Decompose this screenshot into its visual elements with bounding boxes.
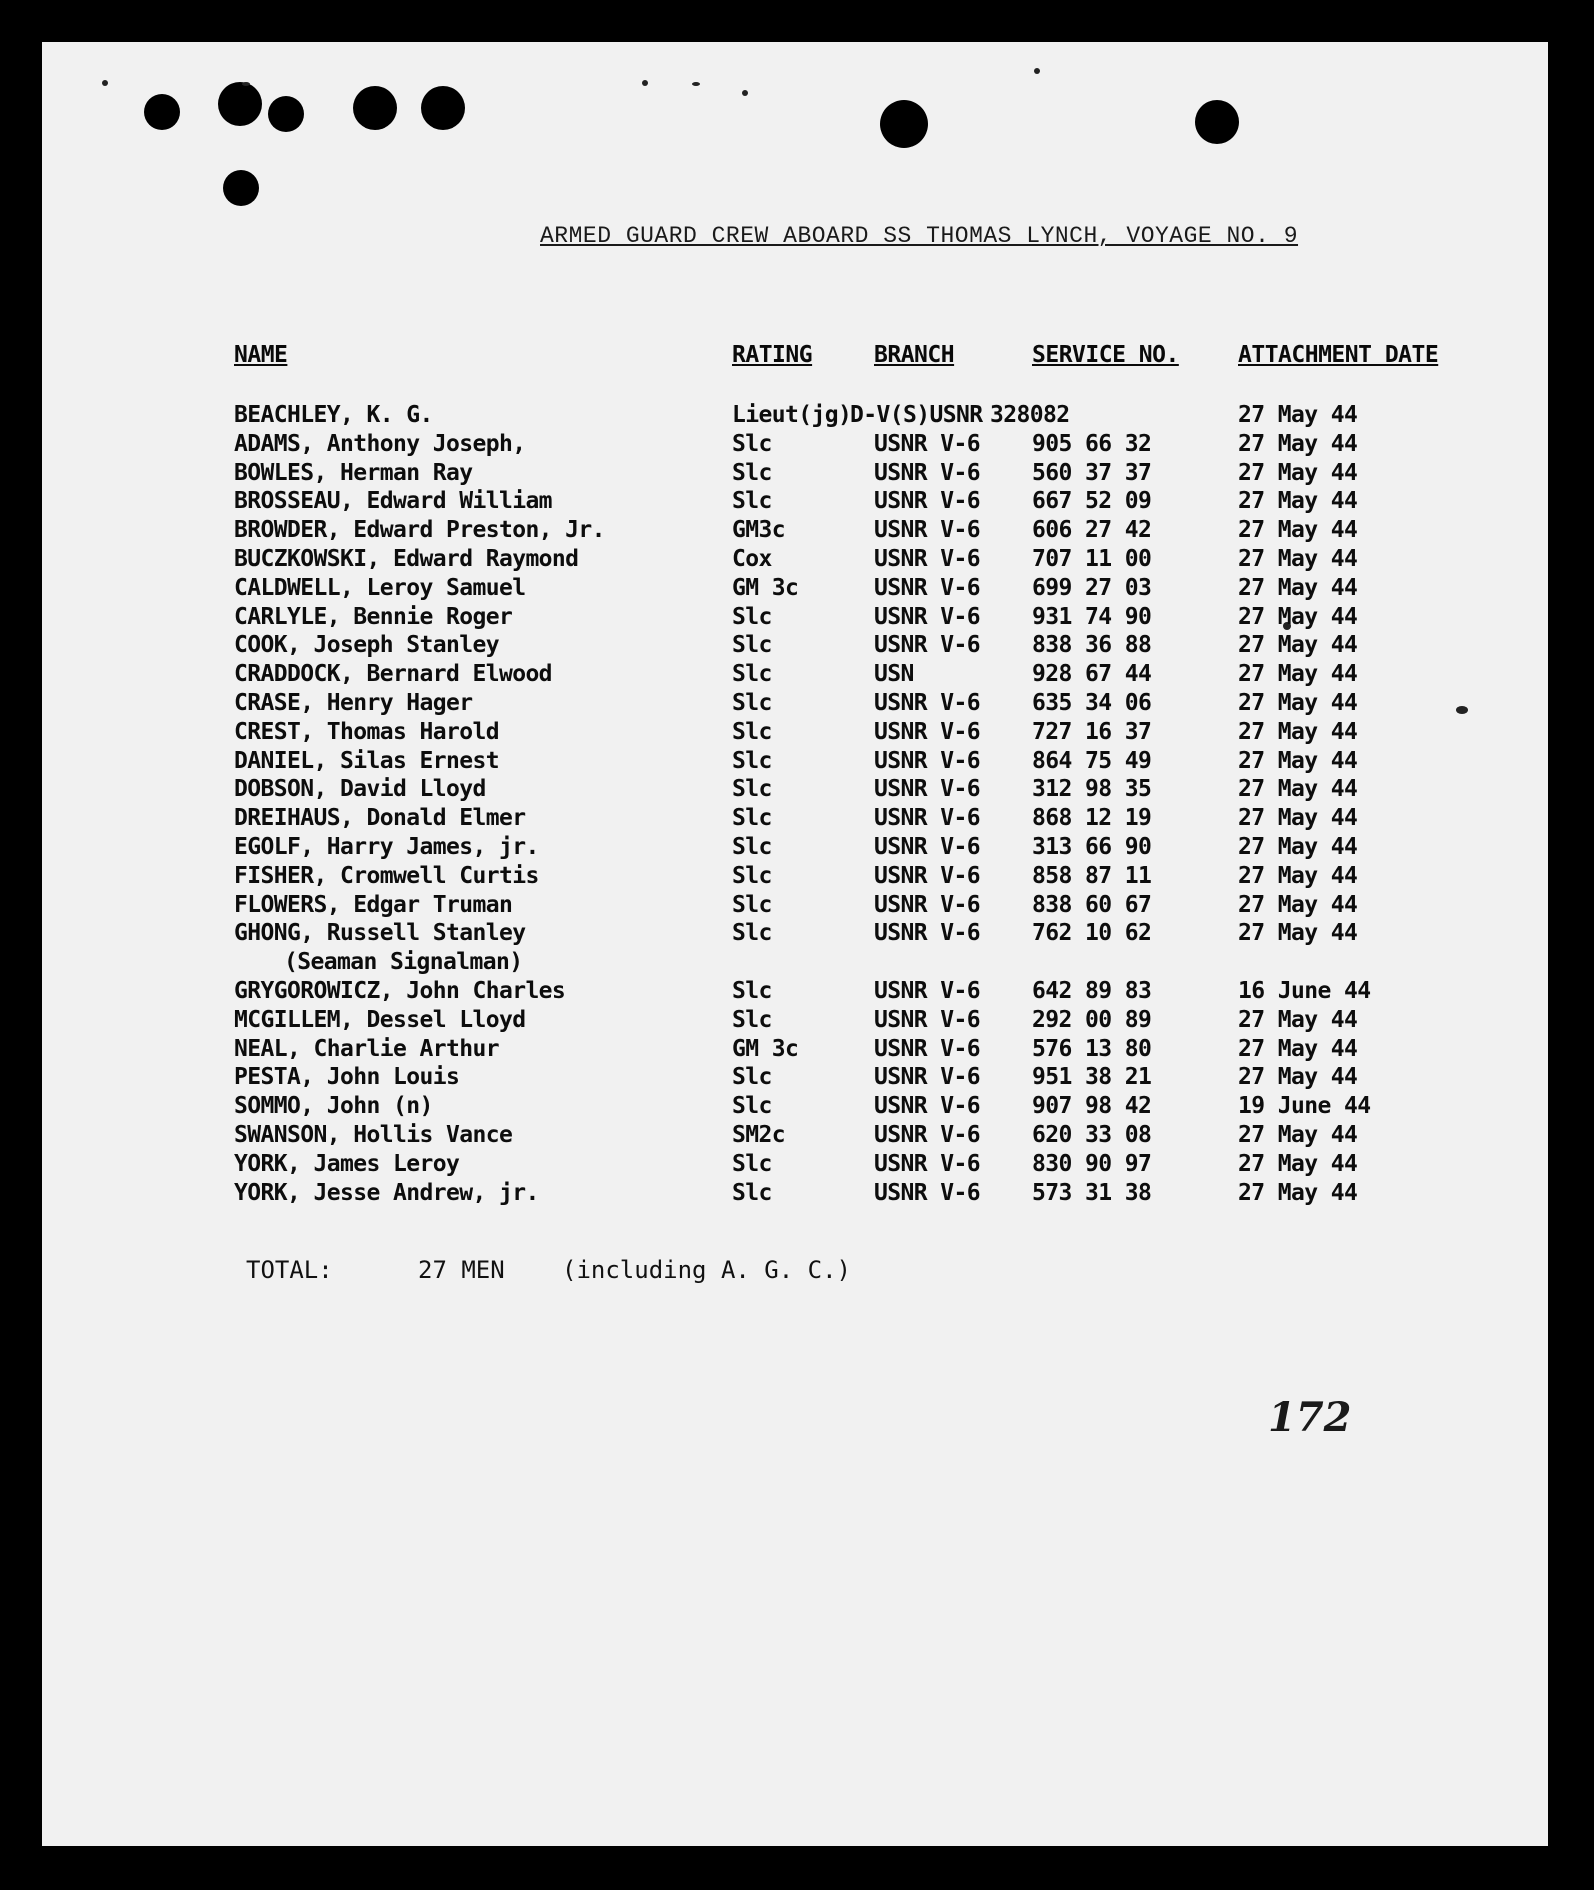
crew-row <box>42 1064 1548 1093</box>
crew-rating: Slc <box>732 747 772 774</box>
crew-rating: Slc <box>732 488 772 515</box>
crew-row <box>42 632 1548 661</box>
punch-hole <box>353 86 397 130</box>
crew-service-no: 312 98 35 <box>1032 776 1152 803</box>
crew-row <box>42 776 1548 805</box>
crew-row <box>42 978 1548 1007</box>
header-rating: RATING <box>732 342 813 368</box>
crew-branch: USNR V-6 <box>874 891 980 918</box>
crew-service-no: 313 66 90 <box>1032 833 1152 860</box>
crew-date: 27 May 44 <box>1238 517 1358 544</box>
punch-hole <box>223 170 259 206</box>
crew-rating: Slc <box>732 430 772 457</box>
crew-row <box>42 920 1548 949</box>
crew-row <box>42 431 1548 460</box>
crew-branch: USNR V-6 <box>874 545 980 572</box>
crew-service-no: 858 87 11 <box>1032 862 1152 889</box>
crew-date: 27 May 44 <box>1238 805 1358 832</box>
crew-service-no: 560 37 37 <box>1032 459 1152 486</box>
crew-service-no: 838 36 88 <box>1032 632 1152 659</box>
punch-hole <box>421 86 465 130</box>
crew-service-no: 868 12 19 <box>1032 805 1152 832</box>
crew-service-no: 907 98 42 <box>1032 1093 1152 1120</box>
crew-name: BROSSEAU, Edward William <box>234 488 552 515</box>
crew-branch: USNR V-6 <box>874 430 980 457</box>
crew-service-no: 905 66 32 <box>1032 430 1152 457</box>
crew-row <box>42 1036 1548 1065</box>
crew-name: BUCZKOWSKI, Edward Raymond <box>234 545 579 572</box>
crew-date: 16 June 44 <box>1238 977 1371 1004</box>
crew-name: DREIHAUS, Donald Elmer <box>234 805 526 832</box>
crew-service-no: 699 27 03 <box>1032 574 1152 601</box>
crew-date: 27 May 44 <box>1238 1064 1358 1091</box>
crew-service-no: 328082 <box>990 402 1070 428</box>
crew-branch: USNR V-6 <box>874 1093 980 1120</box>
crew-name: FLOWERS, Edgar Truman <box>234 891 513 918</box>
speck <box>242 82 250 86</box>
crew-date: 27 May 44 <box>1238 402 1358 428</box>
crew-service-no: 762 10 62 <box>1032 920 1152 947</box>
crew-rating: Slc <box>732 1150 772 1177</box>
crew-row-note <box>42 949 1548 978</box>
crew-row <box>42 604 1548 633</box>
crew-rating: Cox <box>732 545 772 572</box>
crew-branch: USNR V-6 <box>874 632 980 659</box>
crew-service-no: 830 90 97 <box>1032 1150 1152 1177</box>
crew-name: CARLYLE, Bennie Roger <box>234 603 513 630</box>
crew-rating: Slc <box>732 1064 772 1091</box>
crew-date: 27 May 44 <box>1238 718 1358 745</box>
crew-service-no: 864 75 49 <box>1032 747 1152 774</box>
crew-row <box>42 546 1548 575</box>
crew-name: YORK, Jesse Andrew, jr. <box>234 1179 539 1206</box>
punch-hole <box>268 96 304 132</box>
crew-branch: USNR V-6 <box>874 833 980 860</box>
crew-branch: USNR V-6 <box>874 517 980 544</box>
crew-branch: USNR V-6 <box>874 1121 980 1148</box>
crew-rating: Slc <box>732 1093 772 1120</box>
crew-date: 27 May 44 <box>1238 661 1358 688</box>
crew-row <box>42 805 1548 834</box>
crew-rating: GM 3c <box>732 574 799 601</box>
header-name: NAME <box>234 342 288 368</box>
crew-rating: Slc <box>732 459 772 486</box>
crew-name: BOWLES, Herman Ray <box>234 459 473 486</box>
crew-branch: USN <box>874 661 914 688</box>
speck <box>742 90 748 96</box>
crew-branch: USNR V-6 <box>874 574 980 601</box>
crew-branch: USNR V-6 <box>874 488 980 515</box>
crew-rating: Slc <box>732 632 772 659</box>
crew-branch: USNR V-6 <box>874 718 980 745</box>
crew-name: CRASE, Henry Hager <box>234 689 473 716</box>
crew-branch: USNR V-6 <box>874 689 980 716</box>
crew-name: COOK, Joseph Stanley <box>234 632 499 659</box>
crew-service-no: 635 34 06 <box>1032 689 1152 716</box>
crew-name: GHONG, Russell Stanley <box>234 920 526 947</box>
crew-date: 27 May 44 <box>1238 632 1358 659</box>
crew-rating: Slc <box>732 891 772 918</box>
crew-date: 19 June 44 <box>1238 1093 1371 1120</box>
crew-rating: Slc <box>732 920 772 947</box>
crew-service-no: 727 16 37 <box>1032 718 1152 745</box>
crew-name: YORK, James Leroy <box>234 1150 460 1177</box>
crew-row <box>42 661 1548 690</box>
crew-branch: USNR V-6 <box>874 747 980 774</box>
crew-service-no: 620 33 08 <box>1032 1121 1152 1148</box>
crew-date: 27 May 44 <box>1238 1006 1358 1033</box>
total-count: 27 MEN <box>418 1256 505 1284</box>
crew-rating: Slc <box>732 603 772 630</box>
crew-name: EGOLF, Harry James, jr. <box>234 833 539 860</box>
crew-rating: Slc <box>732 1179 772 1206</box>
crew-branch: USNR V-6 <box>874 1035 980 1062</box>
crew-service-no: 573 31 38 <box>1032 1179 1152 1206</box>
document-title: ARMED GUARD CREW ABOARD SS THOMAS LYNCH, VOYAGE NO. 9 <box>540 223 1299 249</box>
speck <box>102 80 108 86</box>
crew-rating: Lieut(jg) <box>732 402 852 428</box>
crew-date: 27 May 44 <box>1238 920 1358 947</box>
header-branch: BRANCH <box>874 342 955 368</box>
crew-rating: Slc <box>732 833 772 860</box>
crew-branch: USNR V-6 <box>874 603 980 630</box>
crew-name: DANIEL, Silas Ernest <box>234 747 499 774</box>
crew-row <box>42 402 1548 431</box>
crew-date: 27 May 44 <box>1238 459 1358 486</box>
crew-row <box>42 1180 1548 1209</box>
crew-branch: USNR V-6 <box>874 1006 980 1033</box>
crew-rating: Slc <box>732 718 772 745</box>
crew-service-no: 931 74 90 <box>1032 603 1152 630</box>
crew-row <box>42 1093 1548 1122</box>
crew-service-no: 838 60 67 <box>1032 891 1152 918</box>
crew-date: 27 May 44 <box>1238 603 1358 630</box>
page-number: 172 <box>1268 1394 1352 1441</box>
crew-row <box>42 1151 1548 1180</box>
crew-date: 27 May 44 <box>1238 891 1358 918</box>
header-service-no: SERVICE NO. <box>1032 342 1179 368</box>
crew-service-no: 292 00 89 <box>1032 1006 1152 1033</box>
crew-branch: USNR V-6 <box>874 805 980 832</box>
crew-service-no: 707 11 00 <box>1032 545 1152 572</box>
crew-name: CALDWELL, Leroy Samuel <box>234 574 526 601</box>
crew-service-no: 642 89 83 <box>1032 977 1152 1004</box>
crew-row <box>42 690 1548 719</box>
crew-name: MCGILLEM, Dessel Lloyd <box>234 1006 526 1033</box>
total-label: TOTAL: <box>246 1256 333 1284</box>
crew-rating: Slc <box>732 862 772 889</box>
crew-list <box>42 402 1548 1208</box>
crew-row <box>42 863 1548 892</box>
crew-service-no: 576 13 80 <box>1032 1035 1152 1062</box>
punch-hole <box>880 100 928 148</box>
crew-service-no: 928 67 44 <box>1032 661 1152 688</box>
crew-row <box>42 1122 1548 1151</box>
crew-name: ADAMS, Anthony Joseph, <box>234 430 526 457</box>
document-page <box>42 42 1548 1846</box>
crew-date: 27 May 44 <box>1238 833 1358 860</box>
crew-date: 27 May 44 <box>1238 488 1358 515</box>
crew-rating: GM 3c <box>732 1035 799 1062</box>
crew-service-no: 951 38 21 <box>1032 1064 1152 1091</box>
crew-row <box>42 748 1548 777</box>
crew-rating: Slc <box>732 689 772 716</box>
crew-date: 27 May 44 <box>1238 1150 1358 1177</box>
crew-name: CRADDOCK, Bernard Elwood <box>234 661 552 688</box>
crew-name: PESTA, John Louis <box>234 1064 460 1091</box>
punch-hole <box>218 82 262 126</box>
crew-date: 27 May 44 <box>1238 574 1358 601</box>
crew-branch: D-V(S)USNR <box>850 402 983 428</box>
punch-hole <box>1195 100 1239 144</box>
crew-branch: USNR V-6 <box>874 1179 980 1206</box>
crew-rating: SM2c <box>732 1121 785 1148</box>
crew-date: 27 May 44 <box>1238 747 1358 774</box>
header-attachment-date: ATTACHMENT DATE <box>1238 342 1439 368</box>
crew-date: 27 May 44 <box>1238 430 1358 457</box>
crew-row <box>42 1007 1548 1036</box>
crew-branch: USNR V-6 <box>874 459 980 486</box>
crew-name: BROWDER, Edward Preston, Jr. <box>234 517 605 544</box>
speck <box>692 82 700 86</box>
crew-branch: USNR V-6 <box>874 1150 980 1177</box>
crew-name: GRYGOROWICZ, John Charles <box>234 977 566 1004</box>
crew-name: BEACHLEY, K. G. <box>234 402 433 428</box>
crew-branch: USNR V-6 <box>874 1064 980 1091</box>
crew-rating: Slc <box>732 776 772 803</box>
crew-date: 27 May 44 <box>1238 1179 1358 1206</box>
crew-row <box>42 517 1548 546</box>
crew-branch: USNR V-6 <box>874 977 980 1004</box>
crew-row <box>42 719 1548 748</box>
crew-date: 27 May 44 <box>1238 1121 1358 1148</box>
crew-date: 27 May 44 <box>1238 862 1358 889</box>
crew-service-no: 667 52 09 <box>1032 488 1152 515</box>
crew-row <box>42 488 1548 517</box>
crew-name: SOMMO, John (n) <box>234 1093 433 1120</box>
crew-note: (Seaman Signalman) <box>284 949 523 976</box>
crew-branch: USNR V-6 <box>874 776 980 803</box>
crew-date: 27 May 44 <box>1238 1035 1358 1062</box>
total-note: (including A. G. C.) <box>562 1256 851 1284</box>
punch-hole <box>144 94 180 130</box>
crew-rating: GM3c <box>732 517 785 544</box>
crew-service-no: 606 27 42 <box>1032 517 1152 544</box>
crew-name: FISHER, Cromwell Curtis <box>234 862 539 889</box>
crew-name: SWANSON, Hollis Vance <box>234 1121 513 1148</box>
crew-date: 27 May 44 <box>1238 776 1358 803</box>
speck <box>642 80 648 86</box>
crew-rating: Slc <box>732 661 772 688</box>
crew-rating: Slc <box>732 1006 772 1033</box>
crew-row <box>42 460 1548 489</box>
crew-name: NEAL, Charlie Arthur <box>234 1035 499 1062</box>
crew-branch: USNR V-6 <box>874 862 980 889</box>
crew-date: 27 May 44 <box>1238 689 1358 716</box>
crew-branch: USNR V-6 <box>874 920 980 947</box>
crew-row <box>42 892 1548 921</box>
crew-rating: Slc <box>732 977 772 1004</box>
crew-name: CREST, Thomas Harold <box>234 718 499 745</box>
crew-row <box>42 575 1548 604</box>
speck <box>1034 68 1040 74</box>
crew-row <box>42 834 1548 863</box>
crew-name: DOBSON, David Lloyd <box>234 776 486 803</box>
crew-rating: Slc <box>732 805 772 832</box>
crew-date: 27 May 44 <box>1238 545 1358 572</box>
